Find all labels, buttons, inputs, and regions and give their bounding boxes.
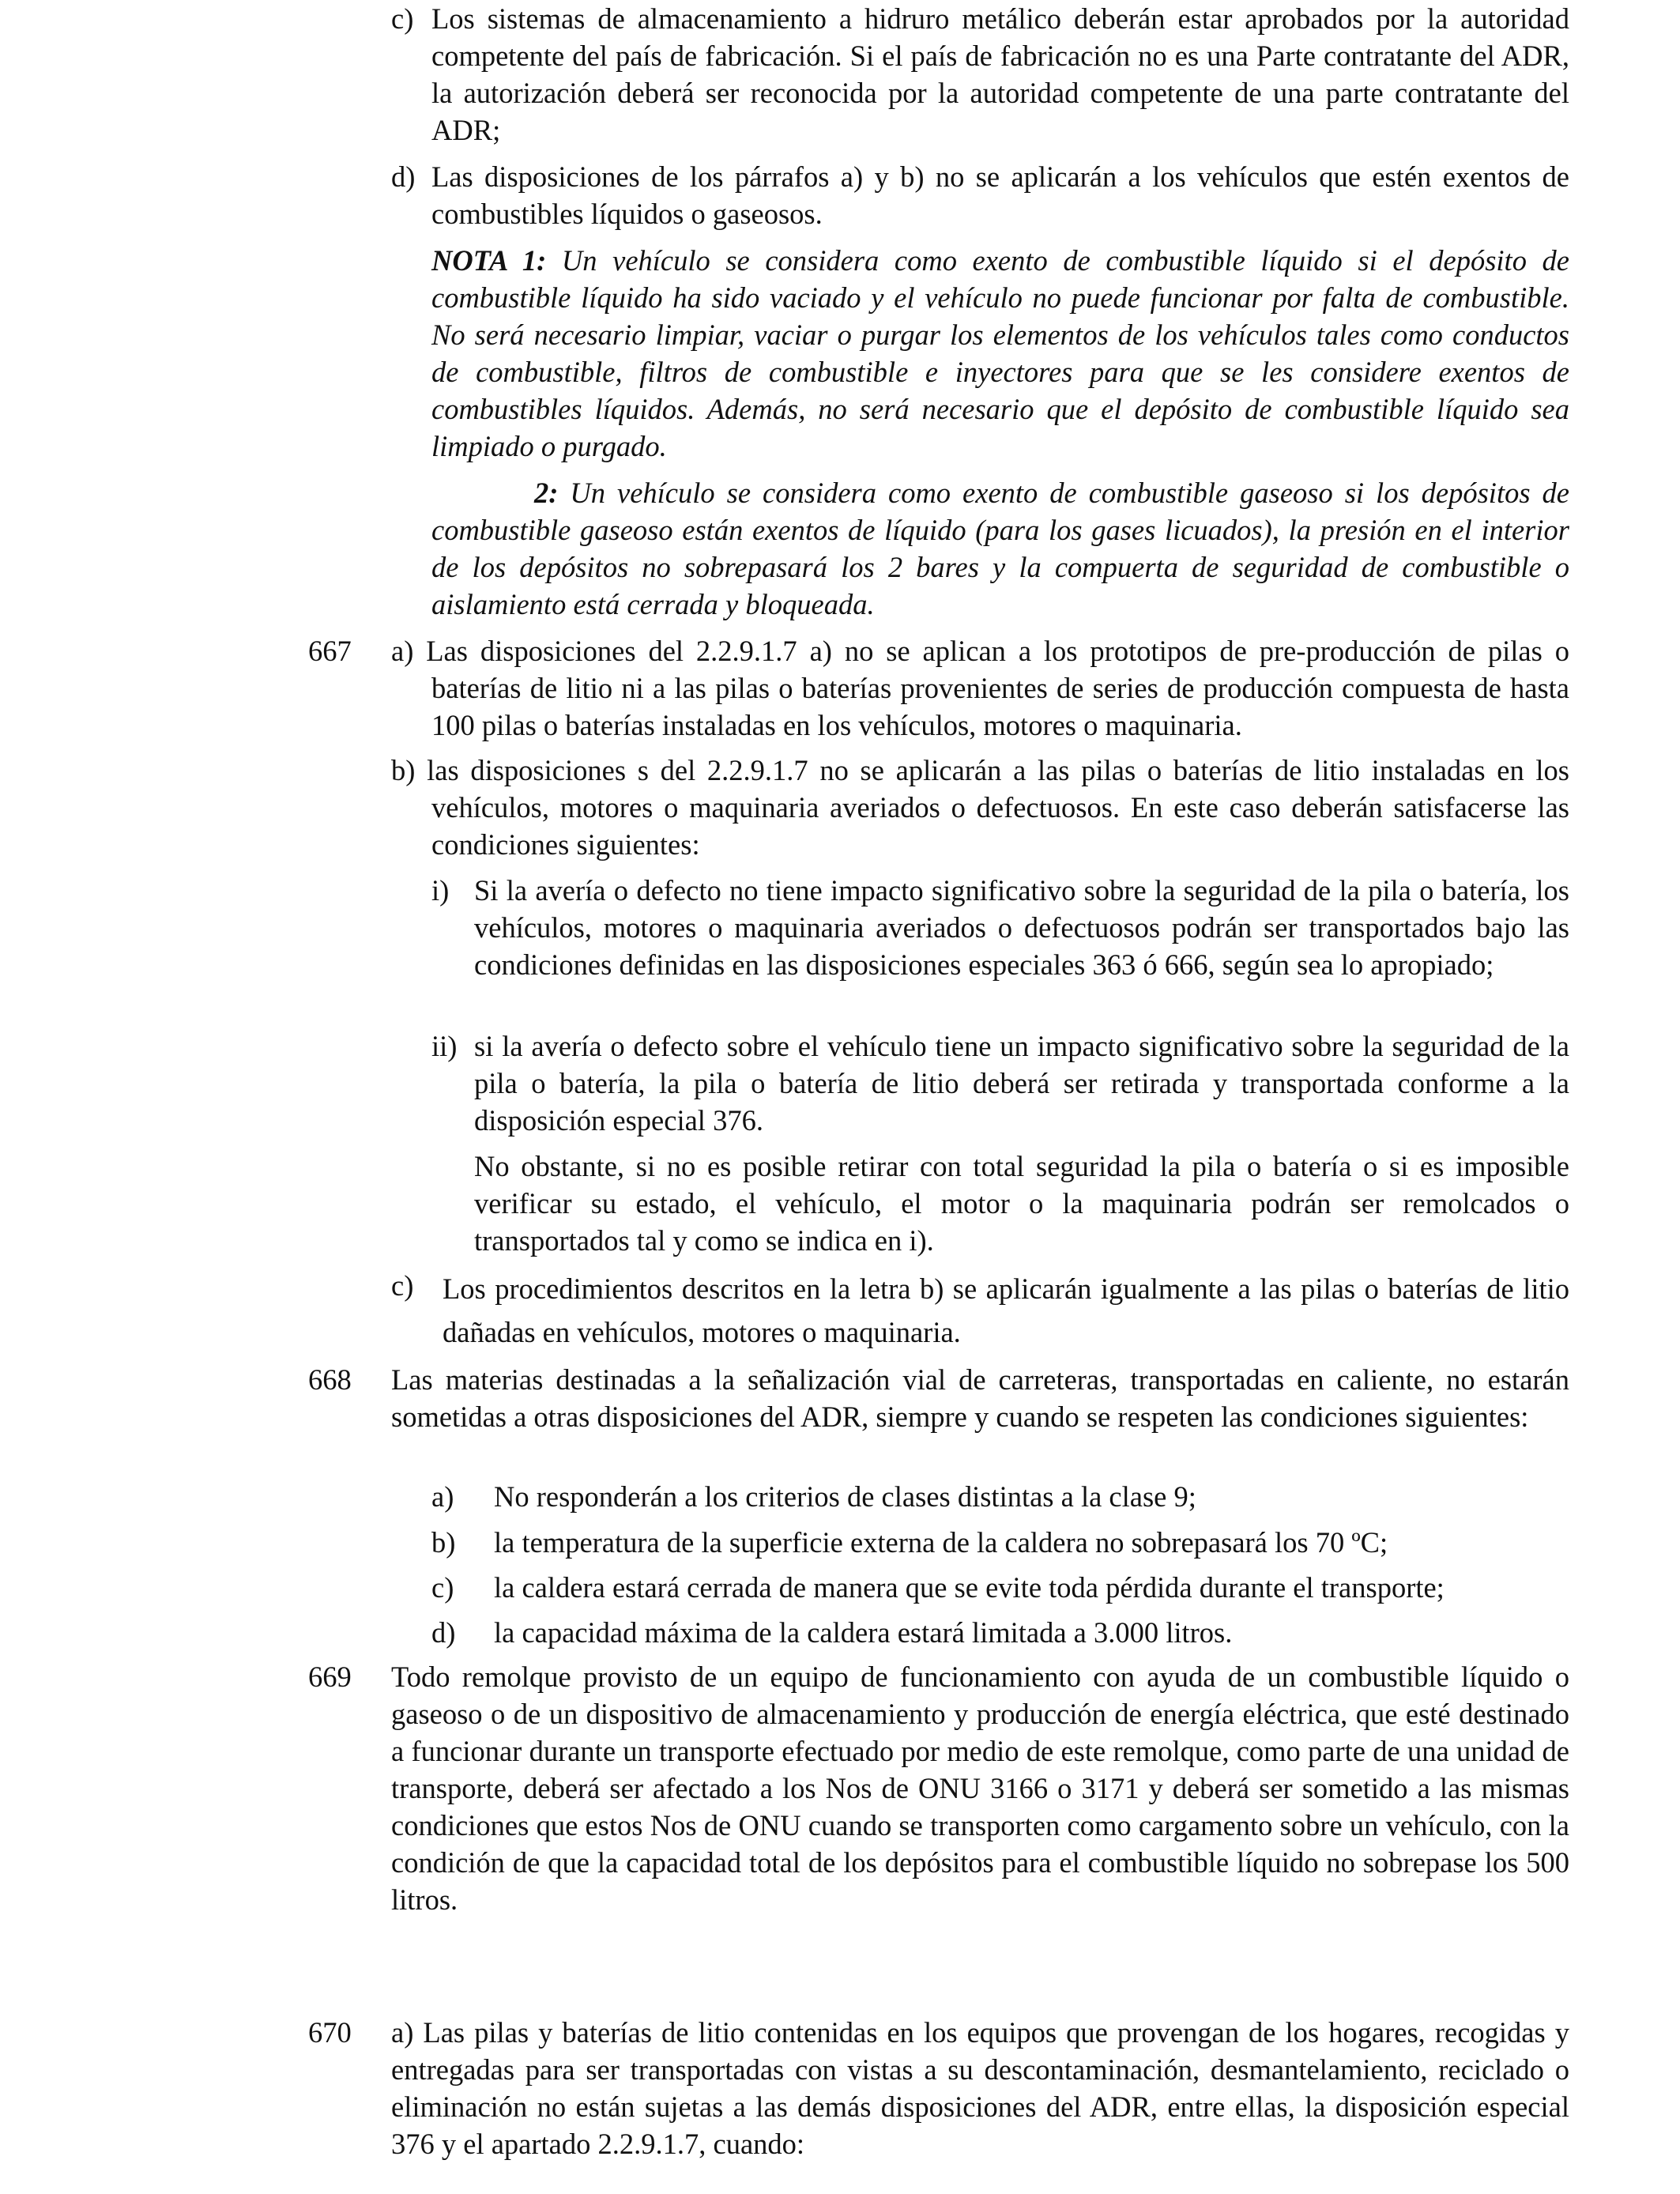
sp670-a: a) Las pilas y baterías de litio contenidas en los equipos que provengan de los hogares, recogidas y entregadas para ser transportadas con vistas a su descontaminación, desmantelamiento, reciclado o eliminación no están sujetas a las demás disposiciones del ADR, entre ellas, la disposición especial 376 y el apartado 2.2.9.1.7, cuando: [391, 2016, 1569, 2160]
sp668-item-c-label: c) [431, 1571, 454, 1604]
sp668-item-d-text: la capacidad máxima de la caldera estará limitada a 3.000 litros. [494, 1616, 1233, 1649]
sp667-ii-text: si la avería o defecto sobre el vehículo tiene un impacto significativo sobre la seguridad de la pila o batería, la pila o batería de litio deberá ser retirada y transportada conforme a la disposición especial 376. [474, 1030, 1569, 1137]
provision-number-667: 667 [308, 635, 352, 667]
sp668-intro: Las materias destinadas a la señalización vial de carreteras, transportadas en caliente, no estarán sometidas a otras disposiciones del ADR, siempre y cuando se respeten las condiciones siguientes: [391, 1363, 1569, 1433]
note-1 [431, 242, 1569, 465]
provision-number-669: 669 [308, 1661, 352, 1693]
sp668-item-a-label: a) [431, 1480, 454, 1513]
note-2-text: Un vehículo se considera como exento de combustible gaseoso si los depósitos de combustible gaseoso están exentos de líquido (para los gases licuados), la presión en el interior de los depósitos no sobrepasará los 2 bares y la compuerta de seguridad de combustible o aislamiento está cerrada y bloqueada. [431, 477, 1569, 620]
sp667-c-text: Los procedimientos descritos en la letra b) se aplicarán igualmente a las pilas o baterías de litio dañadas en vehículos, motores o maquinaria. [443, 1272, 1569, 1348]
provision-number-670: 670 [308, 2016, 352, 2049]
sp667-ii-note: No obstante, si no es posible retirar con total seguridad la pila o batería o si es imposible verificar su estado, el vehículo, el motor o la maquinaria podrán ser remolcados o transportados tal y como se indica en i). [474, 1150, 1569, 1257]
note-1-label: NOTA 1: [431, 244, 547, 277]
sp667-i-label: i) [431, 874, 450, 907]
provision-number-668: 668 [308, 1363, 352, 1396]
sp667-ii-label: ii) [431, 1030, 458, 1062]
note-2-label: 2: [534, 477, 559, 509]
sp667-i-text: Si la avería o defecto no tiene impacto significativo sobre la seguridad de la pila o batería, los vehículos, motores o maquinaria averiados o defectuosos podrán ser transportados bajo las condiciones definidas en las disposiciones especiales 363 ó 666, según sea lo apropiado; [474, 874, 1569, 981]
note-1-text: Un vehículo se considera como exento de combustible líquido si el depósito de combustible líquido ha sido vaciado y el vehículo no puede funcionar por falta de combustible. No será necesario limpiar, vaciar o purgar los elementos de los vehículos tales como conductos de combustible, filtros de combustible e inyectores para que se les considere exentos de combustibles líquidos. Además, no será necesario que el depósito de combustible líquido sea limpiado o purgado. [431, 244, 1569, 462]
item-d-text: Las disposiciones de los párrafos a) y b) no se aplicarán a los vehículos que estén exentos de combustibles líquidos o gaseosos. [431, 160, 1569, 230]
sp668-item-c-text: la caldera estará cerrada de manera que se evite toda pérdida durante el transporte; [494, 1571, 1445, 1604]
sp667-c-label: c) [391, 1269, 414, 1302]
sp668-item-a-text: No responderán a los criterios de clases distintas a la clase 9; [494, 1480, 1196, 1513]
item-c-label: c) [391, 2, 414, 35]
sp669-text: Todo remolque provisto de un equipo de funcionamiento con ayuda de un combustible líquido o gaseoso o de un dispositivo de almacenamiento y producción de energía eléctrica, que esté destinado a funcionar durante un transporte efectuado por medio de este remolque, como parte de una unidad de transporte, deberá ser afectado a los Nos de ONU 3166 o 3171 y deberá ser sometido a las mismas condiciones que estos Nos de ONU cuando se transporten como cargamento sobre un vehículo, con la condición de que la capacidad total de los depósitos para el combustible líquido no sobrepase los 500 litros. [391, 1661, 1569, 1916]
item-c-text: Los sistemas de almacenamiento a hidruro metálico deberán estar aprobados por la autoridad competente del país de fabricación. Si el país de fabricación no es una Parte contratante del ADR, la autorización deberá ser reconocida por la autoridad competente de una parte contratante del ADR; [431, 2, 1569, 146]
sp667-a: a) Las disposiciones del 2.2.9.1.7 a) no se aplican a los prototipos de pre-producción de pilas o baterías de litio ni a las pilas o baterías provenientes de series de producción compuesta de hasta 100 pilas o baterías instaladas en los vehículos, motores o maquinaria. [391, 635, 1569, 741]
sp668-item-b-text: la temperatura de la superficie externa de la caldera no sobrepasará los 70 ºC; [494, 1526, 1388, 1559]
note-2 [431, 474, 1569, 623]
sp667-b: b) las disposiciones s del 2.2.9.1.7 no se aplicarán a las pilas o baterías de litio instaladas en los vehículos, motores o maquinaria averiados o defectuosos. En este caso deberán satisfacerse las condiciones siguientes: [391, 754, 1569, 861]
sp668-item-d-label: d) [431, 1616, 456, 1649]
sp668-item-b-label: b) [431, 1526, 456, 1559]
item-d-label: d) [391, 160, 416, 193]
